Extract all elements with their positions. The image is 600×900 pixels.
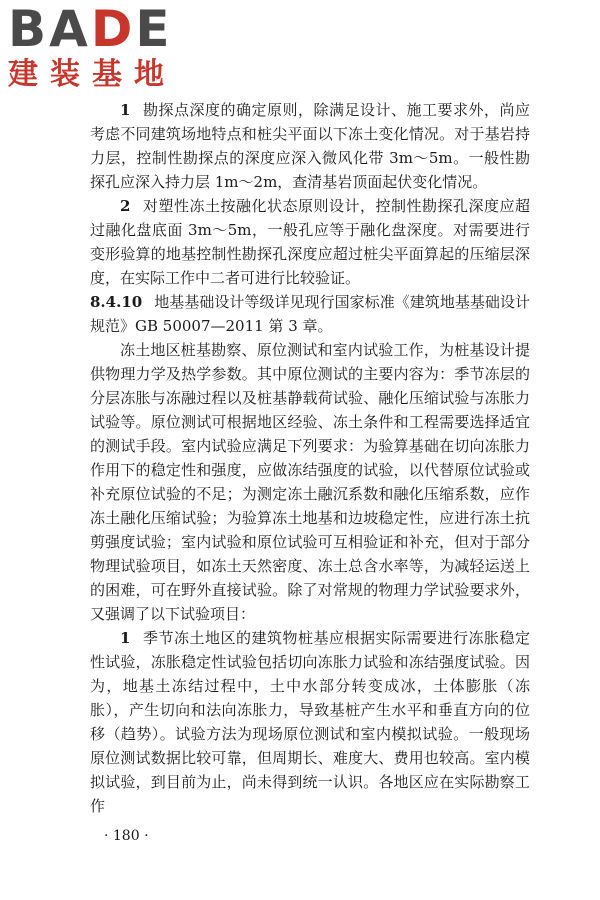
document-body bbox=[90, 98, 530, 818]
logo-subtitle: 建装基地 bbox=[8, 57, 176, 92]
bade-logo bbox=[8, 0, 178, 96]
section-8-4-10: 8.4.10 地基基础设计等级详见现行国家标准《建筑地基基础设计规范》GB 50007—2011 第 3 章。 bbox=[90, 293, 530, 335]
page-number: · 180 · bbox=[104, 828, 149, 844]
explanation-paragraph: 冻土地区桩基勘察、原位测试和室内试验工作，为桩基设计提供物理力学及热学参数。其中原位测试的主要内容为：季节冻层的分层冻胀与冻融过程以及桩基静载荷试验、融化压缩试验与冻胀力试验等。原位测试可根据地区经验、冻土条件和工程需要选择适宜的测试手段。室内试验应满足下列要求：为验算基础在切向冻胀力作用下的稳定性和强度，应做冻结强度的试验，以代替原位试验或补充原位试验的不足；为测定冻土融沉系数和融化压缩系数，应作冻土融化压缩试验；为验算冻土地基和边坡稳定性，应进行冻土抗剪强度试验；室内试验和原位试验可互相验证和补充，但对于部分物理试验项目，如冻土天然密度、冻土总含水率等，为减轻运送上的困难，可在野外直接试验。除了对常规的物理力学试验要求外，又强调了以下试验项目： bbox=[90, 341, 530, 623]
clause-item-2: 2 对塑性冻土按融化状态原则设计，控制性勘探孔深度应超过融化盘底面 3m～5m，一般孔应等于融化盘深度。对需要进行变形验算的地基控制性勘探孔深度应超过桩尖平面算起的压缩层深度，在实际工作中二者可进行比较验证。 bbox=[90, 197, 530, 287]
logo-wordmark: BADE bbox=[8, 0, 173, 58]
clause-item-1: 1 勘探点深度的确定原则，除满足设计、施工要求外，尚应考虑不同建筑场地特点和桩尖平面以下冻土变化情况。对于基岩持力层，控制性勘探点的深度应深入微风化带 3m～5m。一般性勘探孔应深入持力层 1m～2m，查清基岩顶面起伏变化情况。 bbox=[90, 101, 530, 191]
test-item-1: 1 季节冻土地区的建筑物桩基应根据实际需要进行冻胀稳定性试验，冻胀稳定性试验包括切向冻胀力试验和冻结强度试验。因为，地基土冻结过程中，土中水部分转变成冰，土体膨胀（冻胀），产生切向和法向冻胀力，导致基桩产生水平和垂直方向的位移（趋势）。试验方法为现场原位测试和室内模拟试验。一般现场原位测试数据比较可靠，但周期长、难度大、费用也较高。室内模拟试验，到目前为止，尚未得到统一认识。各地区应在实际勘察工作 bbox=[90, 629, 530, 815]
